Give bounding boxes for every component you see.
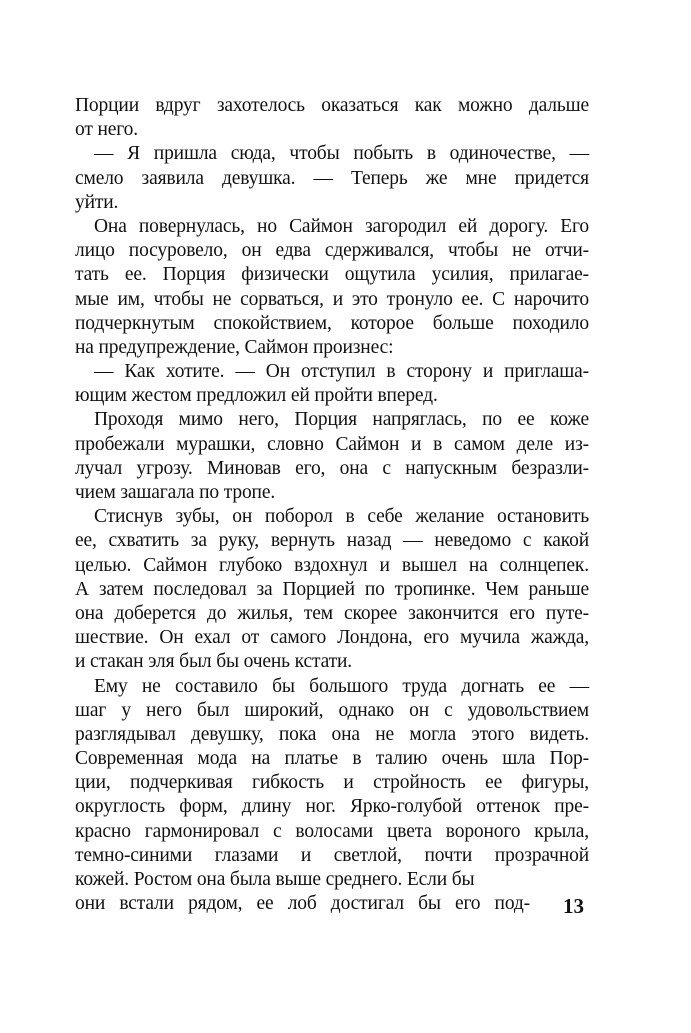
text-line: они встали рядом, ее лоб достигал бы его под- <box>75 893 530 915</box>
text-line: — Как хотите. — Он отступил в сторону и приглаша- <box>94 361 589 383</box>
text-line: лучал угрозу. Миновав его, она с напускным безразли- <box>75 457 589 479</box>
text-line: подчеркнутым спокойствием, которое больше походило <box>75 312 589 334</box>
text-line: целью. Саймон глубоко вздохнул и вышел на солнцепек. <box>75 554 589 576</box>
text-line: Проходя мимо него, Порция напряглась, по ее коже <box>94 409 589 431</box>
text-line: чием зашагала по тропе. <box>75 482 276 503</box>
text-line: Современная мода на платье в талию очень шла Пор- <box>75 748 589 770</box>
text-line: Стиснув зубы, он поборол в себе желание остановить <box>94 506 589 528</box>
text-line: Порции вдруг захотелось оказаться как можно дальше <box>75 95 589 116</box>
text-line: Ему не составило бы большого труда догнать ее — <box>94 675 589 697</box>
text-line: пробежали мурашки, словно Саймон и в самом деле из- <box>75 433 589 455</box>
text-line: смело заявила девушка. — Теперь же мне придется <box>75 167 589 189</box>
text-line: кожей. Ростом она была выше среднего. Если бы <box>75 869 475 890</box>
text-line: мые им, чтобы не сорваться, и это тронуло ее. С нарочито <box>75 288 589 310</box>
text-line: шествие. Он ехал от самого Лондона, его мучила жажда, <box>75 627 589 649</box>
text-line: темно-синими глазами и светлой, почти прозрачной <box>75 844 589 866</box>
text-line: уйти. <box>75 191 119 213</box>
text-line: ции, подчеркивая гибкость и стройность ее фигуры, <box>75 772 589 794</box>
text-line: красно гармонировал с волосами цвета вороного крыла, <box>75 820 589 842</box>
body-text <box>75 94 589 916</box>
text-line: ющим жестом предложил ей пройти вперед. <box>75 385 438 407</box>
text-line: она доберется до жилья, тем скорее закончится его путе- <box>75 602 589 624</box>
text-line: ее, схватить за руку, вернуть назад — неведомо с какой <box>75 530 589 552</box>
text-line: шаг у него был широкий, однако он с удовольствием <box>75 699 589 721</box>
page-number: 13 <box>563 894 584 918</box>
text-line: А затем последовал за Порцией по тропинке. Чем раньше <box>75 578 589 600</box>
text-line: — Я пришла сюда, чтобы побыть в одиночестве, — <box>94 143 589 165</box>
text-line: Она повернулась, но Саймон загородил ей дорогу. Его <box>94 215 589 237</box>
text-line: лицо посуровело, он едва сдерживался, чтобы не отчи- <box>75 240 589 262</box>
text-line: и стакан эля был бы очень кстати. <box>75 651 352 673</box>
text-line: от него. <box>75 119 138 141</box>
text-line: округлость форм, длину ног. Ярко-голубой оттенок пре- <box>75 796 589 818</box>
text-line: на предупреждение, Саймон произнес: <box>75 336 394 358</box>
text-line: тать ее. Порция физически ощутила усилия, прилагае- <box>75 264 589 286</box>
text-line: разглядывал девушку, пока она не могла этого видеть. <box>75 723 589 745</box>
